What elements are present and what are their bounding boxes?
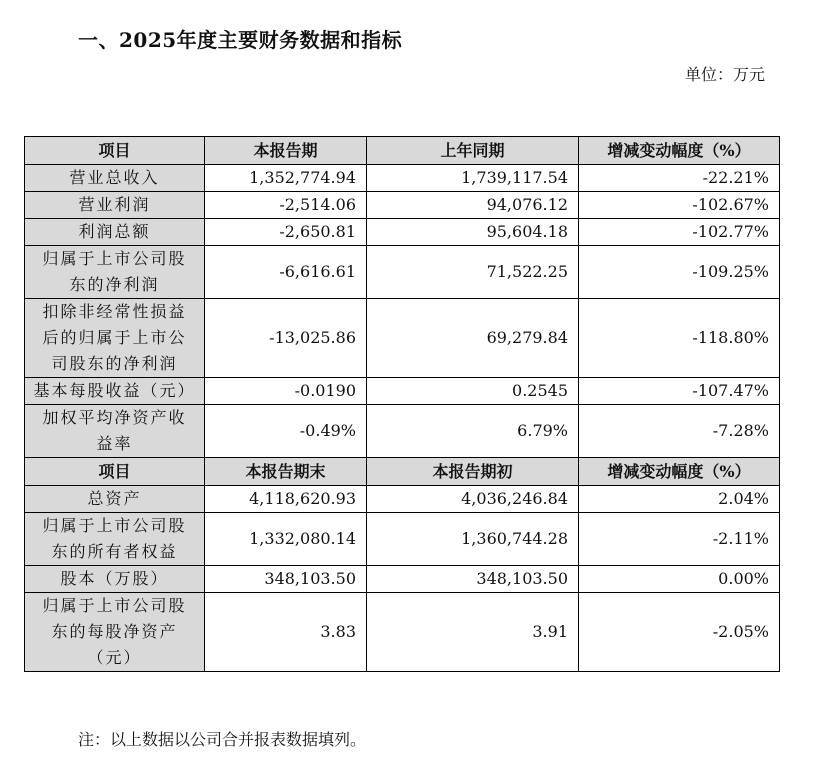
row-label-line: 归属于上市公司股 — [42, 596, 187, 615]
current-value: -6,616.61 — [205, 246, 367, 299]
row-label — [25, 566, 205, 593]
previous-value: 69,279.84 — [367, 299, 579, 378]
row-label — [25, 593, 205, 672]
previous-value: 348,103.50 — [367, 566, 579, 593]
change-value: -22.21% — [579, 165, 780, 192]
previous-value: 1,360,744.28 — [367, 513, 579, 566]
row-label — [25, 378, 205, 405]
column-header: 本报告期末 — [205, 458, 367, 486]
current-value: 4,118,620.93 — [205, 486, 367, 513]
row-label-line: （元） — [87, 648, 142, 667]
change-value: -102.77% — [579, 219, 780, 246]
table-row — [25, 486, 780, 513]
table-row — [25, 246, 780, 299]
table-header-row — [25, 137, 780, 165]
footnote: 注：以上数据以公司合并报表数据填列。 — [78, 730, 367, 749]
row-label-line: 益率 — [96, 434, 133, 453]
change-value: -118.80% — [579, 299, 780, 378]
previous-value: 0.2545 — [367, 378, 579, 405]
column-header: 增减变动幅度（%） — [579, 458, 780, 486]
change-value: 0.00% — [579, 566, 780, 593]
column-header: 增减变动幅度（%） — [579, 137, 780, 165]
row-label-line: 东的净利润 — [69, 275, 160, 294]
change-value: -109.25% — [579, 246, 780, 299]
row-label — [25, 405, 205, 458]
current-value: -2,514.06 — [205, 192, 367, 219]
previous-value: 71,522.25 — [367, 246, 579, 299]
current-value: -13,025.86 — [205, 299, 367, 378]
row-label-line: 扣除非经常性损益 — [42, 302, 187, 321]
current-value: -0.49% — [205, 405, 367, 458]
column-header: 本报告期初 — [367, 458, 579, 486]
row-label-line: 东的所有者权益 — [51, 542, 178, 561]
row-label — [25, 299, 205, 378]
row-label-line: 股本（万股） — [60, 569, 169, 588]
section-heading: 一、2025年度主要财务数据和指标 — [78, 28, 403, 52]
change-value: -107.47% — [579, 378, 780, 405]
previous-value: 6.79% — [367, 405, 579, 458]
row-label-line: 归属于上市公司股 — [42, 516, 187, 535]
row-label — [25, 513, 205, 566]
table-row — [25, 219, 780, 246]
row-label — [25, 192, 205, 219]
change-value: 2.04% — [579, 486, 780, 513]
current-value: 1,352,774.94 — [205, 165, 367, 192]
previous-value: 94,076.12 — [367, 192, 579, 219]
current-value: -2,650.81 — [205, 219, 367, 246]
row-label-line: 营业总收入 — [69, 168, 160, 187]
row-label — [25, 165, 205, 192]
current-value: 348,103.50 — [205, 566, 367, 593]
change-value: -7.28% — [579, 405, 780, 458]
table-row — [25, 593, 780, 672]
row-label-line: 归属于上市公司股 — [42, 249, 187, 268]
row-label-line: 营业利润 — [78, 195, 151, 214]
previous-value: 1,739,117.54 — [367, 165, 579, 192]
table-row — [25, 299, 780, 378]
table-row — [25, 165, 780, 192]
row-label — [25, 486, 205, 513]
row-label — [25, 246, 205, 299]
unit-label: 单位：万元 — [684, 65, 765, 84]
row-label-line: 加权平均净资产收 — [42, 408, 187, 427]
row-label-line: 后的归属于上市公 — [42, 328, 187, 347]
column-header: 本报告期 — [205, 137, 367, 165]
current-value: 1,332,080.14 — [205, 513, 367, 566]
table-header-row — [25, 458, 780, 486]
current-value: 3.83 — [205, 593, 367, 672]
table-row — [25, 192, 780, 219]
row-label-line: 东的每股净资产 — [51, 622, 178, 641]
row-label — [25, 219, 205, 246]
financial-data-table — [24, 136, 780, 672]
column-header: 项目 — [25, 458, 205, 486]
table-row — [25, 513, 780, 566]
previous-value: 3.91 — [367, 593, 579, 672]
change-value: -2.05% — [579, 593, 780, 672]
table-row — [25, 378, 780, 405]
row-label-line: 基本每股收益（元） — [33, 381, 196, 400]
column-header: 项目 — [25, 137, 205, 165]
previous-value: 4,036,246.84 — [367, 486, 579, 513]
table-row — [25, 566, 780, 593]
row-label-line: 利润总额 — [78, 222, 151, 241]
table-row — [25, 405, 780, 458]
row-label-line: 总资产 — [87, 489, 142, 508]
column-header: 上年同期 — [367, 137, 579, 165]
current-value: -0.0190 — [205, 378, 367, 405]
previous-value: 95,604.18 — [367, 219, 579, 246]
change-value: -2.11% — [579, 513, 780, 566]
change-value: -102.67% — [579, 192, 780, 219]
row-label-line: 司股东的净利润 — [51, 354, 178, 373]
